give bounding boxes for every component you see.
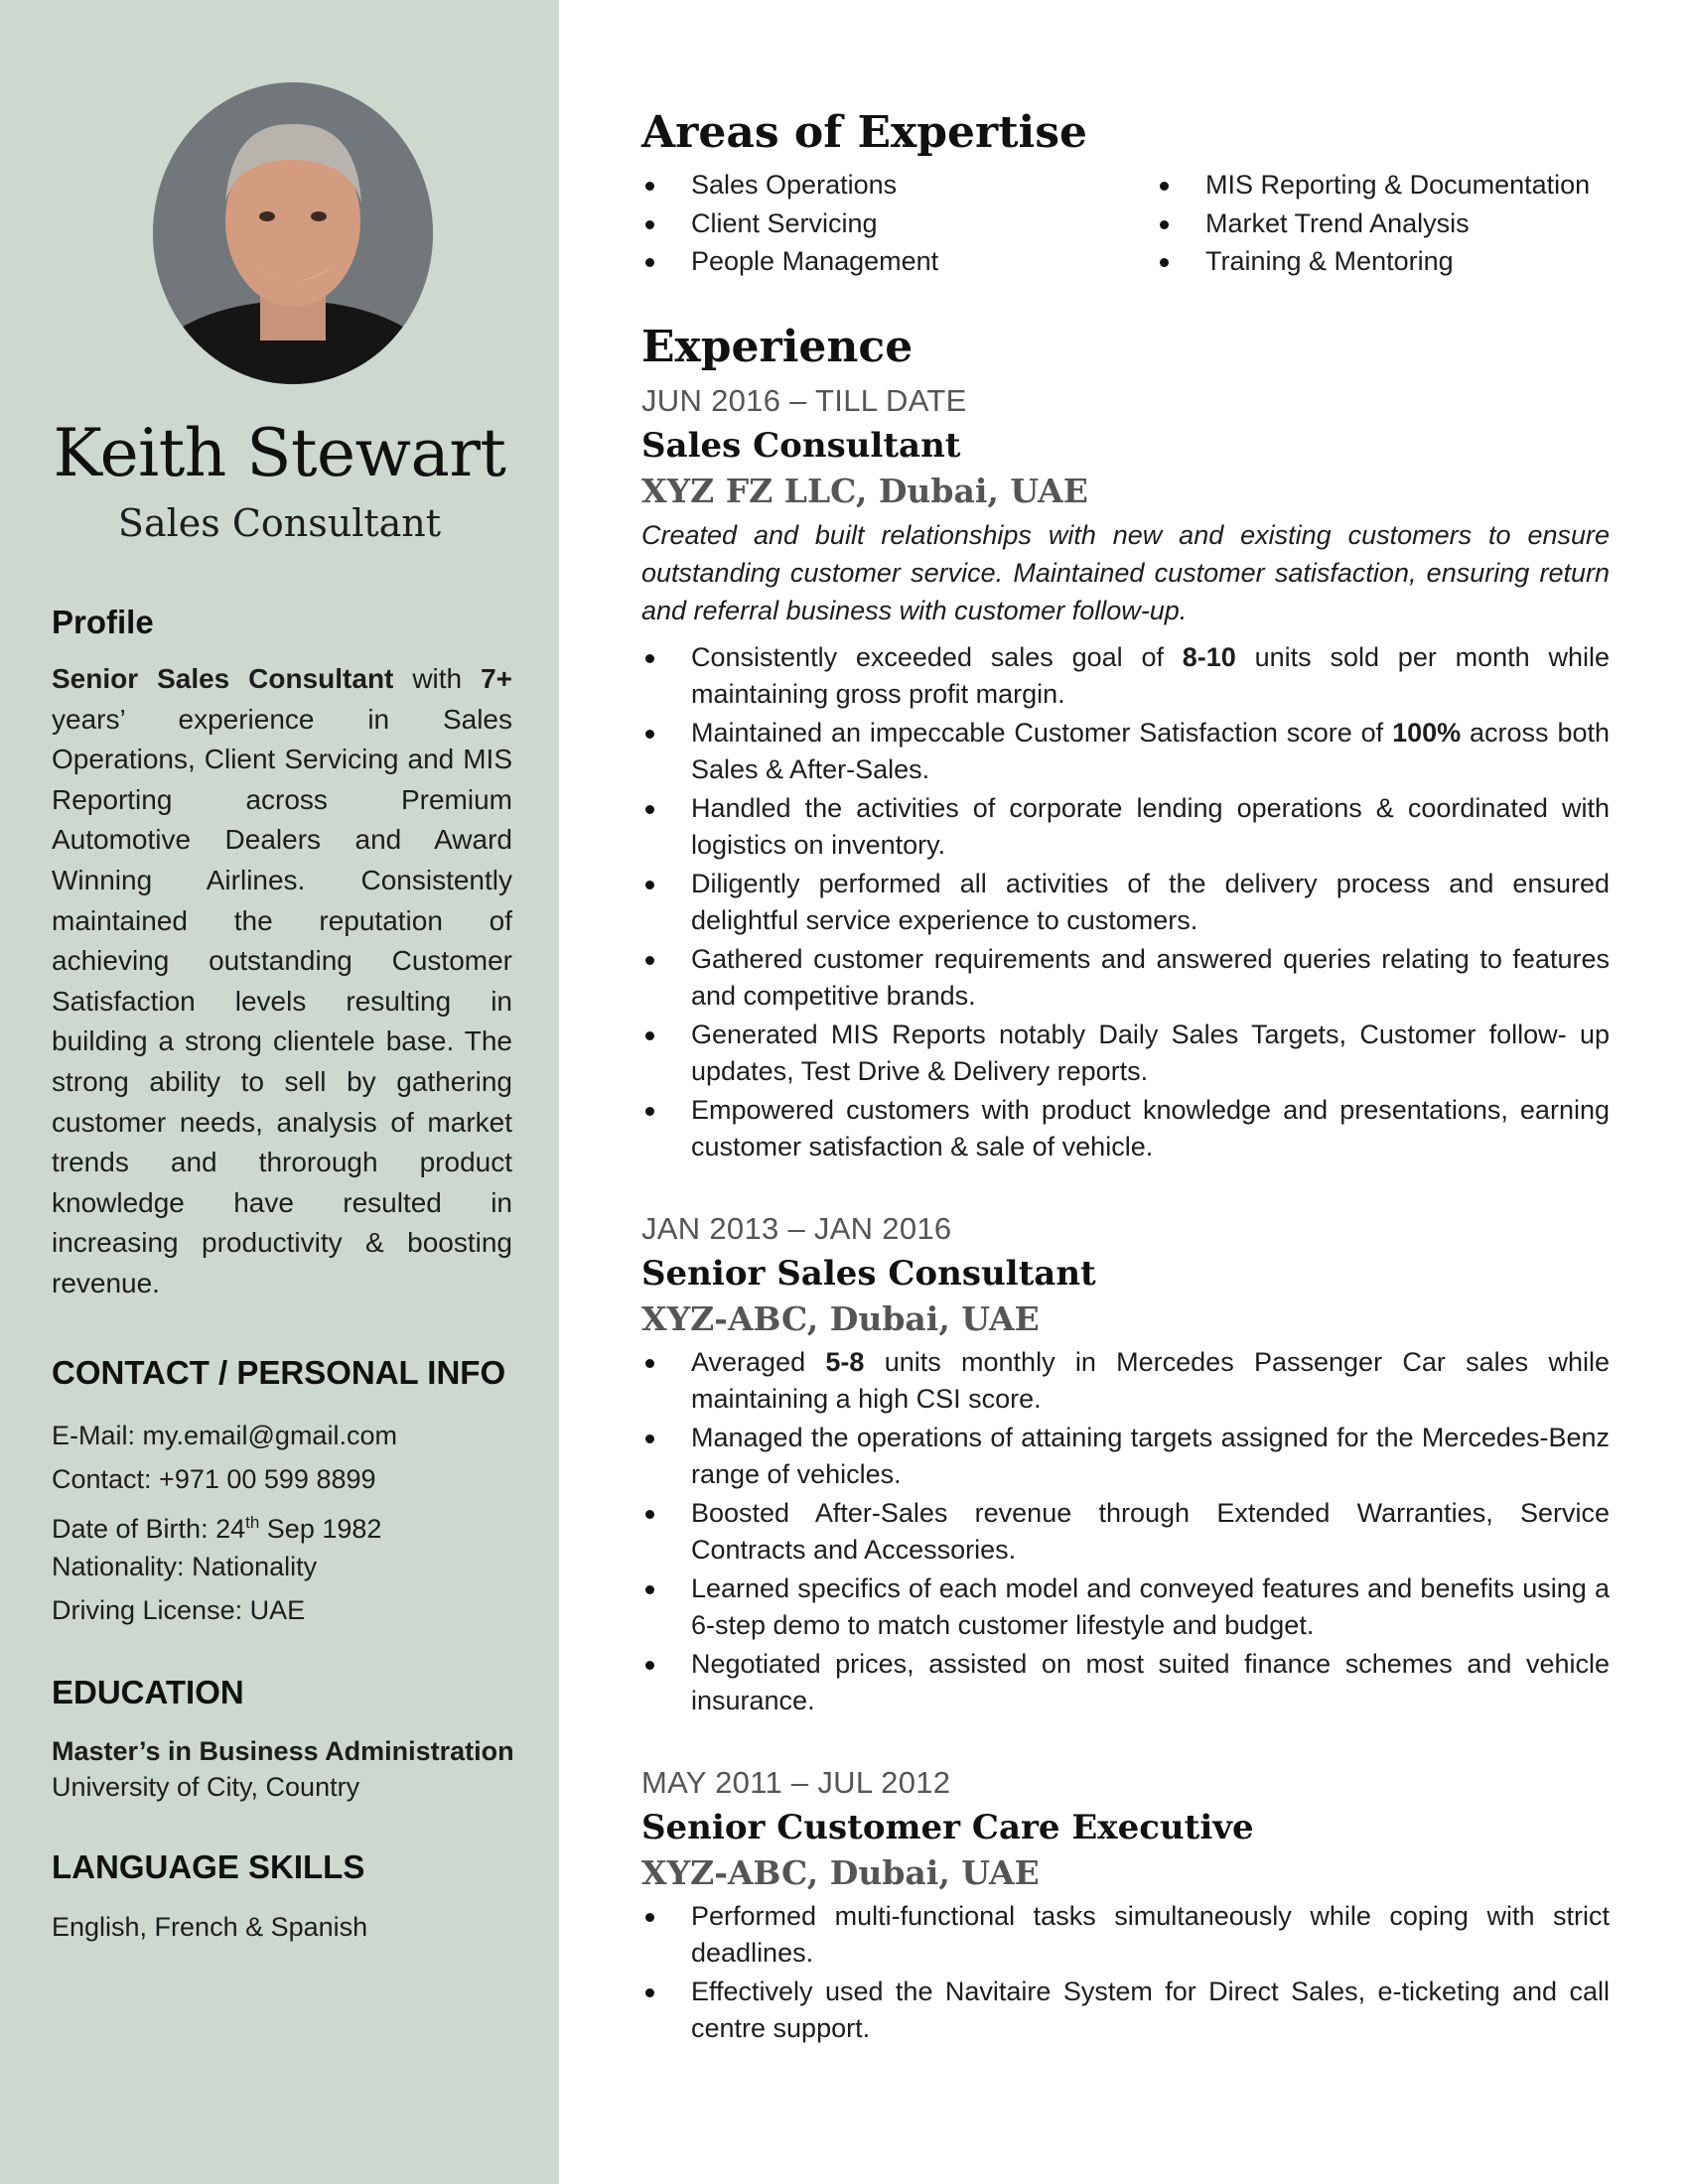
dob-sup: th bbox=[245, 1513, 260, 1532]
contact-dob bbox=[52, 1503, 397, 1547]
expertise-item: Client Servicing bbox=[641, 205, 938, 244]
job-entry bbox=[641, 1207, 1610, 1721]
contact-heading: CONTACT / PERSONAL INFO bbox=[52, 1354, 506, 1391]
job-company: XYZ FZ LLC, Dubai, UAE bbox=[641, 472, 1088, 510]
bullet-highlight: 5-8 bbox=[825, 1347, 865, 1377]
job-bullet: Negotiated prices, assisted on most suited finance schemes and vehicle insurance. bbox=[641, 1646, 1610, 1719]
expertise-item: Market Trend Analysis bbox=[1156, 205, 1590, 244]
job-description: Created and built relationships with new and existing customers to ensure outstanding customer service. Maintained customer satisfaction, ensuring return and referral business with customer follow-up. bbox=[641, 520, 1610, 625]
education-degree: Master’s in Business Administration bbox=[52, 1736, 514, 1766]
person-name: Keith Stewart bbox=[53, 415, 506, 491]
languages-list: English, French & Spanish bbox=[52, 1912, 368, 1942]
profile-photo bbox=[153, 82, 433, 384]
expertise-item: MIS Reporting & Documentation bbox=[1156, 167, 1590, 205]
person-title: Sales Consultant bbox=[117, 501, 442, 545]
job-role: Sales Consultant bbox=[641, 426, 961, 466]
expertise-heading: Areas of Expertise bbox=[641, 107, 1088, 158]
profile-lead: Senior Sales Consultant bbox=[52, 663, 394, 694]
profile-text-2: years’ experience in Sales Operations, Client Servicing and MIS Reporting across Premium Automotive Dealers and Award Winning Airlines. Consistently maintained the reputation of achieving outstanding Customer Satisfaction levels resulting in building a strong clientele base. The strong ability to sell by gathering customer needs, analysis of market trends and throrough product knowledge have resulted in increasing productivity & boosting revenue. bbox=[52, 703, 512, 1298]
job-bullet: Generated MIS Reports notably Daily Sales Targets, Customer follow- up updates, Test Drive & Delivery reports. bbox=[641, 1017, 1610, 1090]
sidebar bbox=[0, 0, 559, 2184]
expertise-item: People Management bbox=[641, 243, 938, 282]
job-company: XYZ-ABC, Dubai, UAE bbox=[641, 1853, 1040, 1892]
education-school: University of City, Country bbox=[52, 1772, 360, 1802]
education-block bbox=[52, 1733, 514, 1805]
job-date: MAY 2011 – JUL 2012 bbox=[641, 1765, 951, 1800]
portrait-image bbox=[153, 82, 433, 384]
contact-list bbox=[52, 1416, 397, 1634]
job-date: JAN 2013 – JAN 2016 bbox=[641, 1211, 952, 1246]
job-bullet: Gathered customer requirements and answered queries relating to features and competitive brands. bbox=[641, 941, 1610, 1015]
job-bullets bbox=[641, 1344, 1610, 1719]
job-bullet: Handled the activities of corporate lending operations & coordinated with logistics on inventory. bbox=[641, 790, 1610, 864]
experience-heading: Experience bbox=[641, 322, 914, 372]
dob-suffix: Sep 1982 bbox=[259, 1514, 382, 1544]
job-bullets bbox=[641, 639, 1610, 1165]
profile-heading: Profile bbox=[52, 604, 154, 640]
contact-license: Driving License: UAE bbox=[52, 1595, 306, 1625]
job-bullets bbox=[641, 1898, 1610, 2047]
profile-text-1: with bbox=[393, 663, 482, 694]
job-role: Senior Customer Care Executive bbox=[641, 1808, 1254, 1847]
education-heading: EDUCATION bbox=[52, 1674, 244, 1710]
job-role: Senior Sales Consultant bbox=[641, 1254, 1096, 1294]
bullet-highlight: 8-10 bbox=[1182, 642, 1236, 672]
expertise-col-1 bbox=[641, 167, 938, 282]
job-entry bbox=[641, 1761, 1610, 2049]
job-bullet: Managed the operations of attaining targets assigned for the Mercedes-Benz range of vehicles. bbox=[641, 1420, 1610, 1493]
contact-nationality: Nationality: Nationality bbox=[52, 1552, 318, 1581]
contact-email: E-Mail: my.email@gmail.com bbox=[52, 1421, 397, 1450]
job-bullet: Empowered customers with product knowledge and presentations, earning customer satisfaction & sale of vehicle. bbox=[641, 1092, 1610, 1165]
dob-prefix: Date of Birth: 24 bbox=[52, 1514, 246, 1544]
profile-years: 7+ bbox=[481, 663, 512, 694]
expertise-col-2 bbox=[1156, 167, 1590, 282]
job-company: XYZ-ABC, Dubai, UAE bbox=[641, 1299, 1040, 1338]
expertise-item: Training & Mentoring bbox=[1156, 243, 1590, 282]
job-bullet: Diligently performed all activities of the delivery process and ensured delightful service experience to customers. bbox=[641, 866, 1610, 939]
languages-heading: LANGUAGE SKILLS bbox=[52, 1848, 365, 1885]
job-entry bbox=[641, 379, 1610, 1167]
job-bullet: Performed multi-functional tasks simultaneously while coping with strict deadlines. bbox=[641, 1898, 1610, 1972]
job-bullet: Effectively used the Navitaire System for Direct Sales, e-ticketing and call centre support. bbox=[641, 1974, 1610, 2047]
job-date: JUN 2016 – TILL DATE bbox=[641, 383, 967, 418]
expertise-item: Sales Operations bbox=[641, 167, 938, 205]
profile-text bbox=[52, 659, 512, 1304]
job-bullet: Boosted After-Sales revenue through Extended Warranties, Service Contracts and Accessories. bbox=[641, 1495, 1610, 1569]
bullet-highlight: 100% bbox=[1392, 718, 1462, 748]
job-bullet: Averaged 5-8 units monthly in Mercedes Passenger Car sales while maintaining a high CSI score. bbox=[641, 1344, 1610, 1418]
contact-phone: Contact: +971 00 599 8899 bbox=[52, 1464, 376, 1494]
job-bullet: Consistently exceeded sales goal of 8-10 units sold per month while maintaining gross profit margin. bbox=[641, 639, 1610, 713]
job-bullet: Learned specifics of each model and conveyed features and benefits using a 6-step demo to match customer lifestyle and budget. bbox=[641, 1570, 1610, 1644]
job-bullet: Maintained an impeccable Customer Satisfaction score of 100% across both Sales & After-Sales. bbox=[641, 715, 1610, 788]
